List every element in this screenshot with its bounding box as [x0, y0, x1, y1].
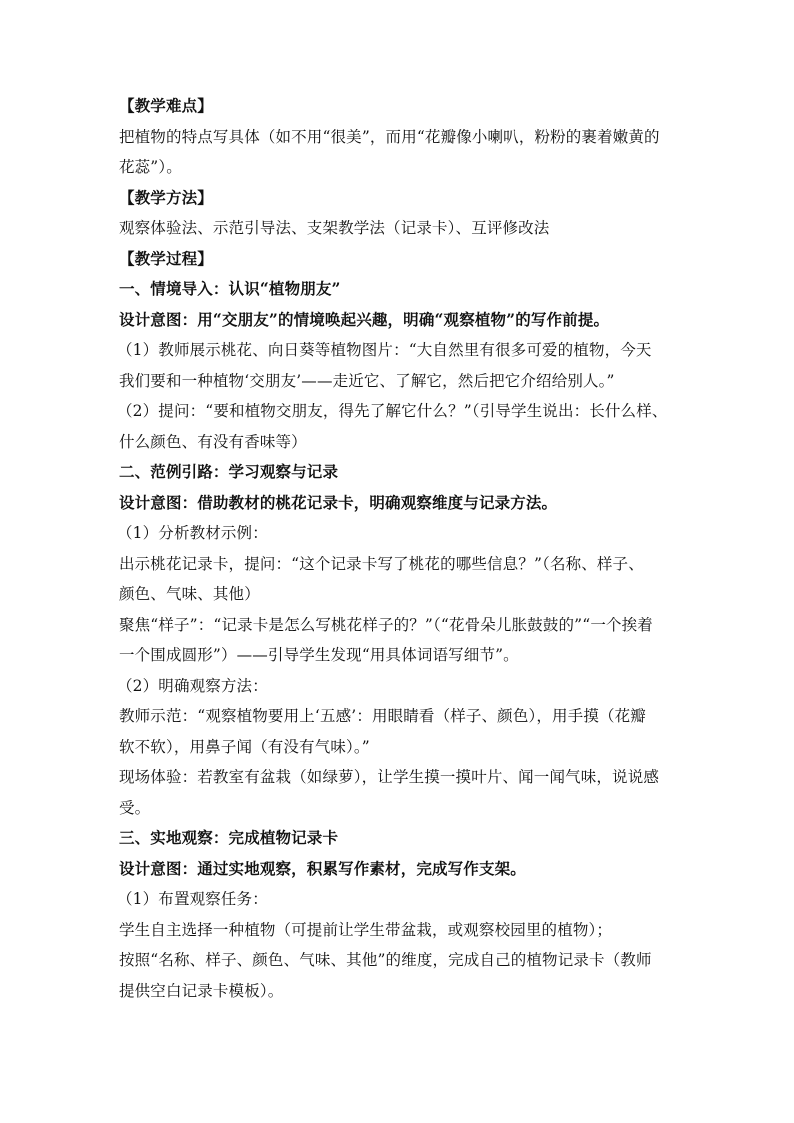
design-intent-2: 设计意图：借助教材的桃花记录卡，明确观察维度与记录方法。: [119, 492, 558, 512]
paragraph-line: （1）布置观察任务：: [117, 890, 268, 908]
heading-teaching-process: 【教学过程】: [119, 248, 213, 268]
paragraph-line: （2）提问：“要和植物交朋友，得先了解它什么？”（引导学生说出：长什么样、: [117, 402, 668, 420]
section-heading-2: 二、范例引路：学习观察与记录: [119, 462, 339, 481]
paragraph-line: 教师示范：“观察植物要用上‘五感’：用眼睛看（样子、颜色），用手摸（花瓣: [119, 707, 646, 725]
paragraph-line: 我们要和一种植物‘交朋友’——走近它、了解它，然后把它介绍给别人。”: [119, 371, 615, 390]
heading-teaching-method: 【教学方法】: [119, 187, 213, 207]
paragraph-line: 什么颜色、有没有香味等）: [119, 432, 307, 451]
design-intent-1: 设计意图：用“交朋友”的情境唤起兴趣，明确“观察植物”的写作前提。: [119, 309, 610, 329]
paragraph-line: 软不软），用鼻子闻（有没有气味）。”: [119, 737, 370, 756]
paragraph-line: 把植物的特点写具体（如不用“很美”，而用“花瓣像小喇叭，粉粉的裹着嫩黄的: [119, 127, 660, 146]
paragraph-line: 按照“名称、样子、颜色、气味、其他”的维度，完成自己的植物记录卡（教师: [119, 951, 652, 969]
paragraph-line: 颜色、气味、其他）: [119, 585, 260, 603]
paragraph-line: 现场体验：若教室有盆栽（如绿萝），让学生摸一摸叶片、闻一闻气味，说说感: [119, 768, 660, 786]
section-heading-3: 三、实地观察：完成植物记录卡: [119, 828, 339, 847]
paragraph-line: （1）教师展示桃花、向日葵等植物图片：“大自然里有很多可爱的植物，今天: [117, 341, 652, 359]
heading-teaching-difficulty: 【教学难点】: [119, 96, 213, 115]
section-heading-1: 一、情境导入：认识“植物朋友”: [119, 279, 341, 298]
design-intent-3: 设计意图：通过实地观察，积累写作素材，完成写作支架。: [119, 858, 526, 878]
paragraph-line: 花蕊”）。: [119, 158, 182, 176]
paragraph-line: 受。: [119, 798, 151, 817]
paragraph-line: 学生自主选择一种植物（可提前让学生带盆栽，或观察校园里的植物）；: [119, 920, 613, 939]
paragraph-line: 出示桃花记录卡，提问：“这个记录卡写了桃花的哪些信息？”（名称、样子、: [119, 554, 644, 573]
paragraph-line: 聚焦“样子”：“记录卡是怎么写桃花样子的？”（“花骨朵儿胀鼓鼓的”“一个挨着: [119, 615, 653, 634]
document-body: [119, 91, 679, 1006]
paragraph-line: （2）明确观察方法：: [117, 676, 268, 695]
paragraph-line: 观察体验法、示范引导法、支架教学法（记录卡）、互评修改法: [119, 219, 550, 237]
paragraph-line: 一个围成圆形”）——引导学生发现“用具体词语写细节”。: [119, 646, 519, 664]
paragraph-line: （1）分析教材示例：: [117, 524, 268, 542]
paragraph-line: 提供空白记录卡模板）。: [119, 981, 284, 1000]
